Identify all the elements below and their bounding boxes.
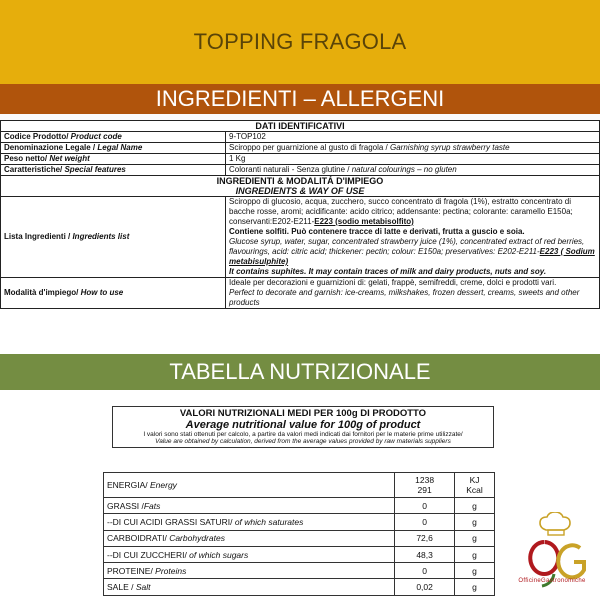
table-row — [104, 563, 495, 579]
sugars-label: --DI CUI ZUCCHERI/ of which sugars — [104, 546, 395, 562]
nutrition-note-it: I valori sono stati ottenuti per calcolo, a partire da valori medi indicati dai fornitori per le materie prime utilizzate/ — [143, 431, 463, 438]
features-value: Coloranti naturali - Senza glutine / natural colourings – no gluten — [226, 165, 600, 176]
table-row — [104, 530, 495, 546]
identification-table — [0, 120, 600, 309]
carbohydrates-unit: g — [455, 530, 495, 546]
fats-unit: g — [455, 498, 495, 514]
legal-name-value: Sciroppo per guarnizione al gusto di fragola / Garnishing syrup strawberry taste — [226, 143, 600, 154]
ingredients-english: Glucose syrup, water, sugar, concentrated strawberry juice (1%), concentrated extract of red berries, flavourings, acid: citric acid; thickener: pectin; colour: E150a; preservatives: E202-E211-E223 ( Sodium metabisulphite) — [229, 237, 595, 266]
table-row — [104, 498, 495, 514]
how-to-use-value — [226, 278, 600, 309]
nutrition-table — [103, 472, 495, 596]
identification-heading: DATI IDENTIFICATIVI — [1, 121, 600, 132]
ingredients-heading — [1, 176, 600, 197]
saturates-value: 0 — [395, 514, 455, 530]
allergen-warning-english: It contains suphites. It may contain traces of milk and dairy products, nuts and soy. — [229, 267, 547, 276]
how-to-use-label: Modalità d'impiego/ How to use — [1, 278, 226, 309]
saturates-unit: g — [455, 514, 495, 530]
ingredients-heading-it: INGREDIENTI & MODALITÁ D'IMPIEGO — [216, 176, 384, 186]
proteins-value: 0 — [395, 563, 455, 579]
ingredients-allergens-title: INGREDIENTI – ALLERGENI — [155, 86, 445, 111]
table-row — [104, 514, 495, 530]
proteins-unit: g — [455, 563, 495, 579]
table-row — [1, 165, 600, 176]
ingredients-heading-row — [1, 176, 600, 197]
table-row — [104, 473, 495, 498]
nutrition-heading-it: VALORI NUTRIZIONALI MEDI PER 100g DI PRODOTTO — [179, 408, 427, 419]
how-to-use-english: Perfect to decorate and garnish: ice-creams, milkshakes, frozen dessert, creams, sweets and other products — [229, 288, 580, 307]
nutrition-note-en: Value are obtained by calculation, derived from the average values provided by raw materials suppliers — [155, 438, 451, 445]
energy-label: ENERGIA/ Energy — [104, 473, 395, 498]
how-to-use-italian: Ideale per decorazioni e guarnizioni di: gelati, frappè, semifreddi, creme, dolci e prodotti vari. — [229, 278, 557, 287]
carbohydrates-value: 72,6 — [395, 530, 455, 546]
carbohydrates-label: CARBOIDRATI/ Carbohydrates — [104, 530, 395, 546]
product-title: TOPPING FRAGOLA — [193, 29, 407, 54]
allergen-italian: E223 (sodio metabisolfito) — [314, 217, 414, 226]
nutrition-title: TABELLA NUTRIZIONALE — [169, 359, 431, 384]
sugars-unit: g — [455, 546, 495, 562]
allergen-english: E223 ( Sodium metabisulphite) — [229, 247, 595, 266]
proteins-label: PROTEINE/ Proteins — [104, 563, 395, 579]
sugars-value: 48,3 — [395, 546, 455, 562]
ingredients-allergens-band — [0, 84, 600, 114]
energy-value: 1238 291 — [395, 473, 455, 498]
net-weight-value: 1 Kg — [226, 154, 600, 165]
ingredients-list-label: Lista Ingredienti / Ingredients list — [1, 197, 226, 278]
salt-value: 0,02 — [395, 579, 455, 595]
chef-hat-icon — [540, 512, 570, 535]
table-row — [1, 132, 600, 143]
net-weight-label: Peso netto/ Net weight — [1, 154, 226, 165]
ingredients-heading-en: INGREDIENTS & WAY OF USE — [235, 186, 365, 196]
nutrition-heading-box — [112, 406, 494, 448]
product-code-value: 9-TOP102 — [226, 132, 600, 143]
energy-unit: KJ Kcal — [455, 473, 495, 498]
legal-name-label: Denominazione Legale / Legal Name — [1, 143, 226, 154]
fats-label: GRASSI /Fats — [104, 498, 395, 514]
table-row — [1, 143, 600, 154]
product-title-band — [0, 0, 600, 84]
saturates-label: --DI CUI ACIDI GRASSI SATURI/ of which saturates — [104, 514, 395, 530]
table-row — [104, 579, 495, 595]
ingredients-list-value — [226, 197, 600, 278]
product-code-label: Codice Prodotto/ Product code — [1, 132, 226, 143]
ingredients-italian: Sciroppo di glucosio, acqua, zucchero, succo concentrato di fragola (1%), estratto concentrato di bacche rosse, aromi; acidificante: acido citrico; addensante: pectina; colorante: caramello E150a; conservanti:E202-E211-E223 (sodio metabisolfito) — [229, 197, 573, 226]
table-row — [1, 278, 600, 309]
table-row — [1, 154, 600, 165]
salt-unit: g — [455, 579, 495, 595]
logo-name: OfficineGastronomiche — [518, 578, 586, 584]
features-label: Caratteristiche/ Special features — [1, 165, 226, 176]
salt-label: SALE / Salt — [104, 579, 395, 595]
identification-heading-row — [1, 121, 600, 132]
allergen-warning-italian: Contiene solfiti. Può contenere tracce di latte e derivati, frutta a guscio e soia. — [229, 227, 525, 236]
table-row — [1, 197, 600, 278]
nutrition-band — [0, 354, 600, 390]
table-row — [104, 546, 495, 562]
fats-value: 0 — [395, 498, 455, 514]
nutrition-heading-en: Average nutritional value for 100g of product — [185, 419, 421, 431]
